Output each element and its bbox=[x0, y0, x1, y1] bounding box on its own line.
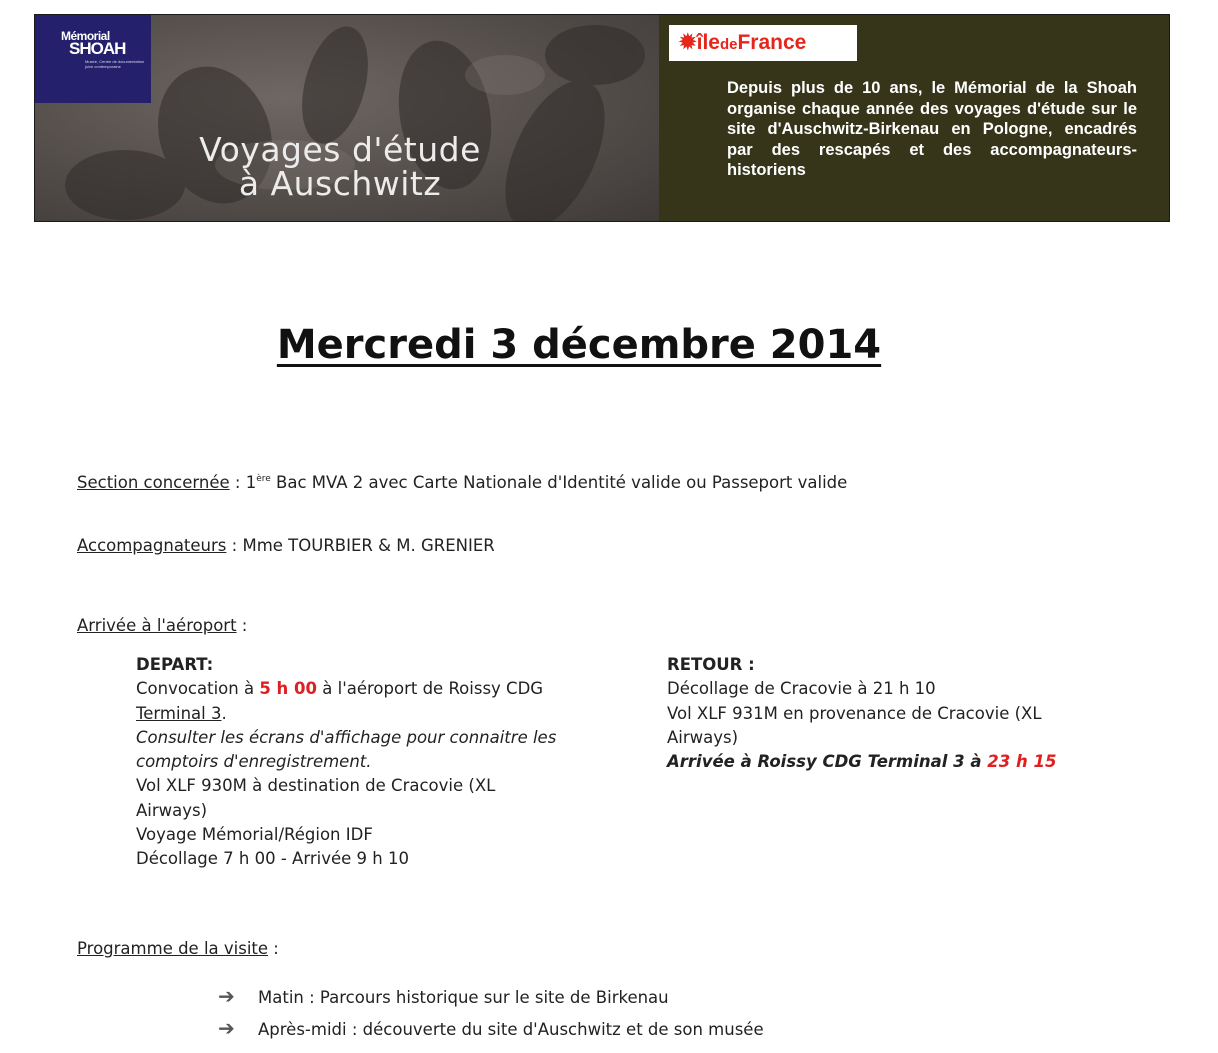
retour-decollage: Décollage de Cracovie à 21 h 10 bbox=[667, 679, 936, 699]
accompagnateurs-sep: : bbox=[226, 536, 243, 555]
depart-convocation bbox=[136, 677, 616, 701]
programme-sep: : bbox=[268, 939, 279, 958]
depart-decollage: Décollage 7 h 00 - Arrivée 9 h 10 bbox=[136, 849, 409, 869]
banner-title bbox=[175, 130, 505, 203]
programme-item-text: découverte du site d'Auschwitz et de son musée bbox=[362, 1020, 764, 1039]
section-sep: : bbox=[229, 473, 246, 492]
retour-vol: Vol XLF 931M en provenance de Cracovie (XL Airways) bbox=[667, 703, 1042, 747]
logo-line-1: Mémorial bbox=[61, 29, 110, 43]
banner-info-panel bbox=[659, 15, 1169, 221]
programme-item-text: Parcours historique sur le site de Birkenau bbox=[319, 988, 669, 1007]
idf-star-icon: ✹ bbox=[679, 31, 697, 54]
arrivee-label: Arrivée à l'aéroport bbox=[77, 616, 237, 635]
retour-heading: RETOUR : bbox=[667, 655, 755, 674]
accompagnateurs-value: Mme TOURBIER & M. GRENIER bbox=[242, 536, 495, 555]
arrivee-sep: : bbox=[236, 616, 248, 635]
programme-item bbox=[218, 1016, 764, 1040]
idf-logo-part-1: île bbox=[696, 31, 720, 54]
depart-terminal-suffix: . bbox=[221, 703, 227, 723]
section-row bbox=[77, 473, 847, 492]
depart-terminal bbox=[136, 702, 616, 726]
programme-row bbox=[77, 939, 279, 958]
retour-arrivee-prefix: Arrivée à Roissy CDG Terminal 3 à bbox=[667, 752, 988, 772]
logo-line-2: SHOAH bbox=[69, 39, 126, 58]
programme-item-sep: : bbox=[303, 988, 320, 1007]
programme-item-sep: : bbox=[346, 1020, 363, 1039]
section-value: Bac MVA 2 avec Carte Nationale d'Identité valide ou Passeport valide bbox=[270, 473, 848, 492]
accompagnateurs-row bbox=[77, 536, 495, 555]
banner-title-line-2: à Auschwitz bbox=[238, 164, 442, 203]
programme-item bbox=[218, 984, 669, 1008]
ile-de-france-logo bbox=[669, 25, 857, 61]
idf-logo-part-2: de bbox=[719, 36, 738, 53]
page-title bbox=[0, 322, 1158, 368]
depart-terminal-text: Terminal 3 bbox=[136, 703, 222, 723]
banner-photo bbox=[35, 15, 659, 221]
programme-item-label: Après-midi bbox=[258, 1020, 347, 1039]
header-banner bbox=[34, 14, 1170, 222]
section-value-sup: ère bbox=[256, 474, 271, 484]
banner-title-line-1: Voyages d'étude bbox=[199, 130, 481, 169]
section-label: Section concernée bbox=[77, 473, 230, 492]
idf-logo-part-3: France bbox=[737, 31, 807, 54]
retour-arrivee bbox=[667, 750, 1097, 774]
depart-heading: DEPART: bbox=[136, 655, 214, 674]
retour-arrivee-time: 23 h 15 bbox=[987, 752, 1057, 772]
retour-column bbox=[667, 653, 1097, 774]
arrow-right-icon: ➔ bbox=[218, 1016, 235, 1040]
arrivee-row bbox=[77, 616, 247, 635]
programme-label: Programme de la visite bbox=[77, 939, 269, 958]
banner-description: Depuis plus de 10 ans, le Mémorial de la Shoah organise chaque année des voyages d'étude sur le site d'Auschwitz-Birkenau en Pologne, encadrés par des rescapés et des accompagnateurs-historiens bbox=[727, 79, 1137, 179]
depart-vol: Vol XLF 930M à destination de Cracovie (XL Airways) bbox=[136, 776, 496, 820]
page-title-text: Mercredi 3 décembre 2014 bbox=[276, 322, 882, 368]
arrow-right-icon: ➔ bbox=[218, 984, 235, 1008]
depart-consult: Consulter les écrans d'affichage pour connaitre les comptoirs d'enregistrement. bbox=[136, 727, 557, 772]
depart-conv-prefix: Convocation à bbox=[136, 679, 260, 699]
depart-voyage: Voyage Mémorial/Région IDF bbox=[136, 825, 373, 845]
memorial-shoah-logo bbox=[35, 15, 151, 103]
depart-conv-time: 5 h 00 bbox=[259, 679, 318, 699]
accompagnateurs-label: Accompagnateurs bbox=[77, 536, 227, 555]
logo-fine-print: Musée, Centre de documentation juive contemporaine bbox=[85, 59, 145, 69]
depart-column bbox=[136, 653, 616, 872]
section-value-prefix: 1 bbox=[245, 473, 257, 492]
programme-item-label: Matin bbox=[258, 988, 304, 1007]
depart-conv-suffix: à l'aéroport de Roissy CDG bbox=[317, 679, 544, 699]
